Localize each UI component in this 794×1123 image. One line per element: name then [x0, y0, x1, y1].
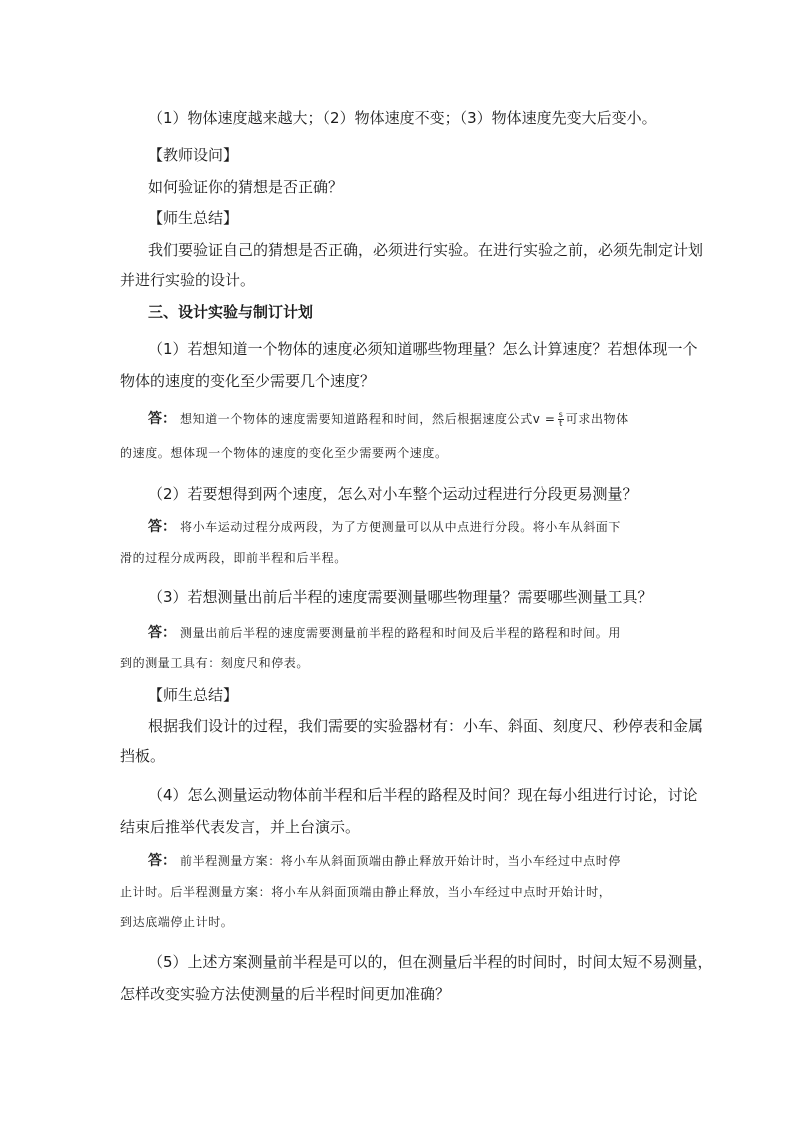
answer-3-line-2: 到的测量工具有：刻度尺和停表。 [120, 656, 310, 670]
summary-tag-2: 【师生总结】 [148, 686, 239, 704]
fraction-numerator: s [558, 410, 563, 419]
answer-3-line-1 [148, 624, 621, 642]
answer-4-text: 前半程测量方案：将小车从斜面顶端由静止释放开始计时，当小车经过中点时停 [180, 854, 622, 868]
question-1-line-1: （1）若想知道一个物体的速度必须知道哪些物理量？怎么计算速度？若想体现一个 [148, 340, 698, 358]
fraction-denominator: t [559, 419, 563, 428]
answer-4-line-2: 止计时。后半程测量方案：将小车从斜面顶端由静止释放，当小车经过中点时开始计时， [120, 885, 612, 899]
verify-question: 如何验证你的猜想是否正确？ [148, 178, 344, 196]
summary-tag-1: 【师生总结】 [148, 209, 239, 227]
answer-2-line-1 [148, 518, 621, 536]
answer-label: 答： [148, 853, 176, 869]
guess-list-line: （1）物体速度越来越大；（2）物体速度不变；（3）物体速度先变大后变小。 [148, 109, 657, 127]
answer-3-text: 测量出前后半程的速度需要测量前半程的路程和时间及后半程的路程和时间。用 [180, 626, 622, 640]
question-5-line-2: 怎样改变实验方法使测量的后半程时间更加准确？ [120, 985, 451, 1003]
summary-1-line-2: 并进行实验的设计。 [120, 271, 256, 289]
summary-2-line-2: 挡板。 [120, 747, 166, 765]
question-2: （2）若要想得到两个速度，怎么对小车整个运动过程进行分段更易测量？ [148, 485, 638, 503]
summary-2-line-1: 根据我们设计的过程，我们需要的实验器材有：小车、斜面、刻度尺、秒停表和金属 [148, 717, 704, 735]
question-4-line-2: 结束后推举代表发言，并上台演示。 [120, 818, 361, 836]
question-3: （3）若想测量出前后半程的速度需要测量哪些物理量？需要哪些测量工具？ [148, 588, 653, 606]
answer-4-line-3: 到达底端停止计时。 [120, 915, 234, 929]
speed-formula-fraction [558, 411, 564, 428]
answer-1-text-post: 可求出物体 [565, 412, 629, 426]
teacher-ask-tag: 【教师设问】 [148, 146, 239, 164]
answer-2-text: 将小车运动过程分成两段，为了方便测量可以从中点进行分段。将小车从斜面下 [180, 520, 622, 534]
answer-label: 答： [148, 625, 176, 641]
question-4-line-1: （4）怎么测量运动物体前半程和后半程的路程及时间？现在每小组进行讨论，讨论 [148, 786, 698, 804]
answer-label: 答： [148, 519, 176, 535]
answer-4-line-1 [148, 852, 621, 870]
answer-1-text-pre: 想知道一个物体的速度需要知道路程和时间，然后根据速度公式v = [180, 412, 556, 426]
answer-1-line-2: 的速度。想体现一个物体的速度的变化至少需要两个速度。 [120, 446, 448, 460]
answer-2-line-2: 滑的过程分成两段，即前半程和后半程。 [120, 551, 347, 565]
question-5-line-1: （5）上述方案测量前半程是可以的，但在测量后半程的时间时，时间太短不易测量， [148, 953, 713, 971]
answer-1-line-1 [148, 410, 629, 428]
section-3-heading: 三、设计实验与制订计划 [148, 303, 314, 321]
answer-label: 答： [148, 411, 176, 427]
question-1-line-2: 物体的速度的变化至少需要几个速度？ [120, 372, 376, 390]
summary-1-line-1: 我们要验证自己的猜想是否正确，必须进行实验。在进行实验之前，必须先制定计划 [148, 241, 704, 259]
